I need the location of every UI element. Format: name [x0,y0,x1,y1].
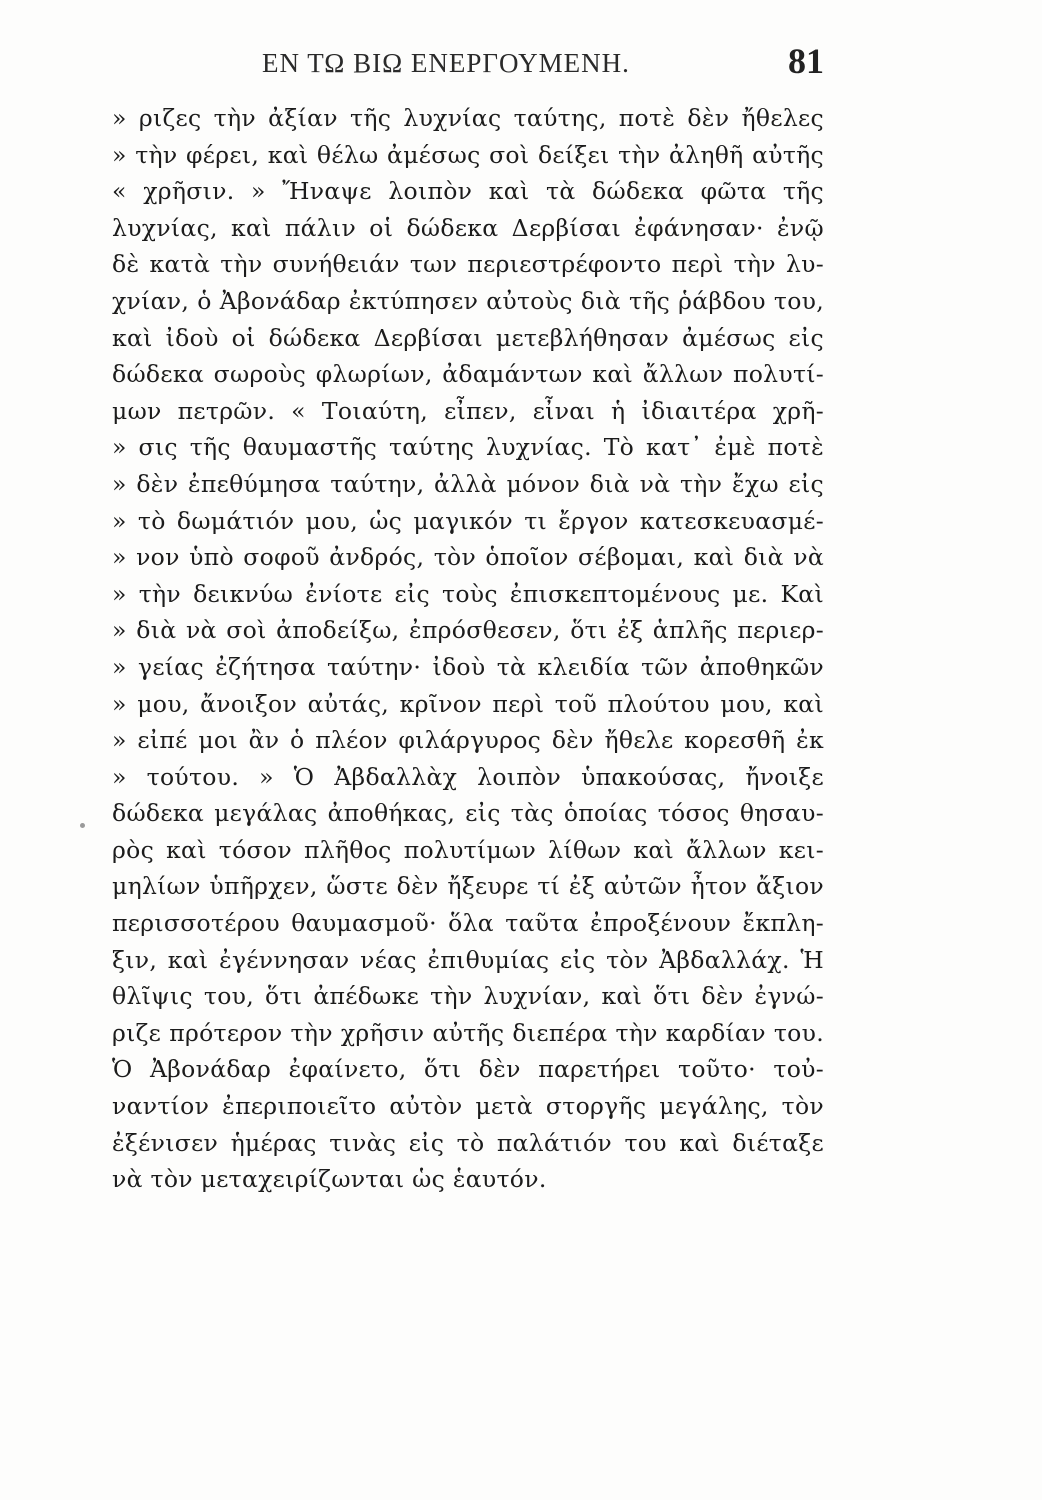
text-line: » τὸ δωμάτιόν μου, ὡς μαγικόν τι ἔργον κατεσκευασμέ- [112,506,824,535]
text-line: χνίαν, ὁ Ἀβονάδαρ ἐκτύπησεν αὐτοὺς διὰ τῆς ῥάβδου του, [112,286,824,315]
text-line: » διὰ νὰ σοὶ ἀποδείξω, ἐπρόσθεσεν, ὅτι ἐξ ἁπλῆς περιερ- [112,616,824,645]
text-line: ξιν, καὶ ἐγέννησαν νέας ἐπιθυμίας εἰς τὸν Ἀβδαλλάχ. Ἡ [112,945,824,974]
text-line: μηλίων ὑπῆρχεν, ὥστε δὲν ἤξευρε τί ἐξ αὐτῶν ἦτον ἄξιον [112,872,824,901]
text-line: ναντίον ἐπεριποιεῖτο αὐτὸν μετὰ στοργῆς μεγάλης, τὸν [112,1092,824,1121]
text-line: » μου, ἄνοιξον αὐτάς, κρῖνον περὶ τοῦ πλούτου μου, καὶ [112,689,824,718]
text-line: « χρῆσιν. » Ἤναψε λοιπὸν καὶ τὰ δώδεκα φῶτα τῆς [112,177,824,206]
body-text [112,100,824,1198]
text-line: δώδεκα μεγάλας ἀποθήκας, εἰς τὰς ὁποίας τόσος θησαυ- [112,799,824,828]
margin-ink-dot [80,823,85,828]
text-line: λυχνίας, καὶ πάλιν οἱ δώδεκα Δερβίσαι ἐφάνησαν· ἐνῷ [112,213,824,242]
text-line: καὶ ἰδοὺ οἱ δώδεκα Δερβίσαι μετεβλήθησαν ἀμέσως εἰς [112,323,824,352]
text-line: » εἰπέ μοι ἂν ὁ πλέον φιλάργυρος δὲν ἤθελε κορεσθῆ ἐκ [112,726,824,755]
text-line: δώδεκα σωροὺς φλωρίων, ἀδαμάντων καὶ ἄλλων πολυτί- [112,360,824,389]
text-line: περισσοτέρου θαυμασμοῦ· ὅλα ταῦτα ἐπροξένουν ἔκπλη- [112,909,824,938]
text-line: » σις τῆς θαυμαστῆς ταύτης λυχνίας. Τὸ κατ᾽ ἐμὲ ποτὲ [112,433,824,462]
text-line: θλῖψις του, ὅτι ἀπέδωκε τὴν λυχνίαν, καὶ ὅτι δὲν ἐγνώ- [112,982,824,1011]
text-line: » τούτου. » Ὁ Ἀβδαλλὰχ λοιπὸν ὑπακούσας, ἤνοιξε [112,762,824,791]
text-line: » νον ὑπὸ σοφοῦ ἀνδρός, τὸν ὁποῖον σέβομαι, καὶ διὰ νὰ [112,543,824,572]
text-line: ρὸς καὶ τόσον πλῆθος πολυτίμων λίθων καὶ ἄλλων κει- [112,835,824,864]
text-line: » τὴν δεικνύω ἐνίοτε εἰς τοὺς ἐπισκεπτομένους με. Καὶ [112,579,824,608]
text-line: ριζε πρότερον τὴν χρῆσιν αὐτῆς διεπέρα τὴν καρδίαν του. [112,1018,824,1047]
text-line: » ριζες τὴν ἀξίαν τῆς λυχνίας ταύτης, ποτὲ δὲν ἤθελες [112,104,824,132]
text-line: μων πετρῶν. « Τοιαύτη, εἶπεν, εἶναι ἡ ἰδιαιτέρα χρῆ- [112,396,824,425]
page-header [112,40,824,90]
text-line: Ὁ Ἀβονάδαρ ἐφαίνετο, ὅτι δὲν παρετήρει τοῦτο· τοὐ- [112,1055,824,1084]
page-number: 81 [788,41,824,81]
text-line-last: νὰ τὸν μεταχειρίζωνται ὡς ἑαυτόν. [112,1165,547,1194]
text-line: » γείας ἐζήτησα ταύτην· ἰδοὺ τὰ κλειδία τῶν ἀποθηκῶν [112,652,824,681]
text-line: δὲ κατὰ τὴν συνήθειάν των περιεστρέφοντο περὶ τὴν λυ- [112,250,824,279]
text-line: ἐξένισεν ἡμέρας τινὰς εἰς τὸ παλάτιόν του καὶ διέταξε [112,1128,824,1157]
text-line: » τὴν φέρει, καὶ θέλω ἀμέσως σοὶ δείξει τὴν ἀληθῆ αὐτῆς [112,140,824,169]
text-line: » δὲν ἐπεθύμησα ταύτην, ἀλλὰ μόνον διὰ νὰ τὴν ἔχω εἰς [112,469,824,498]
running-title: ΕΝ ΤΩ ΒΙΩ ΕΝΕΡΓΟΥΜΕΝΗ. [262,48,630,78]
